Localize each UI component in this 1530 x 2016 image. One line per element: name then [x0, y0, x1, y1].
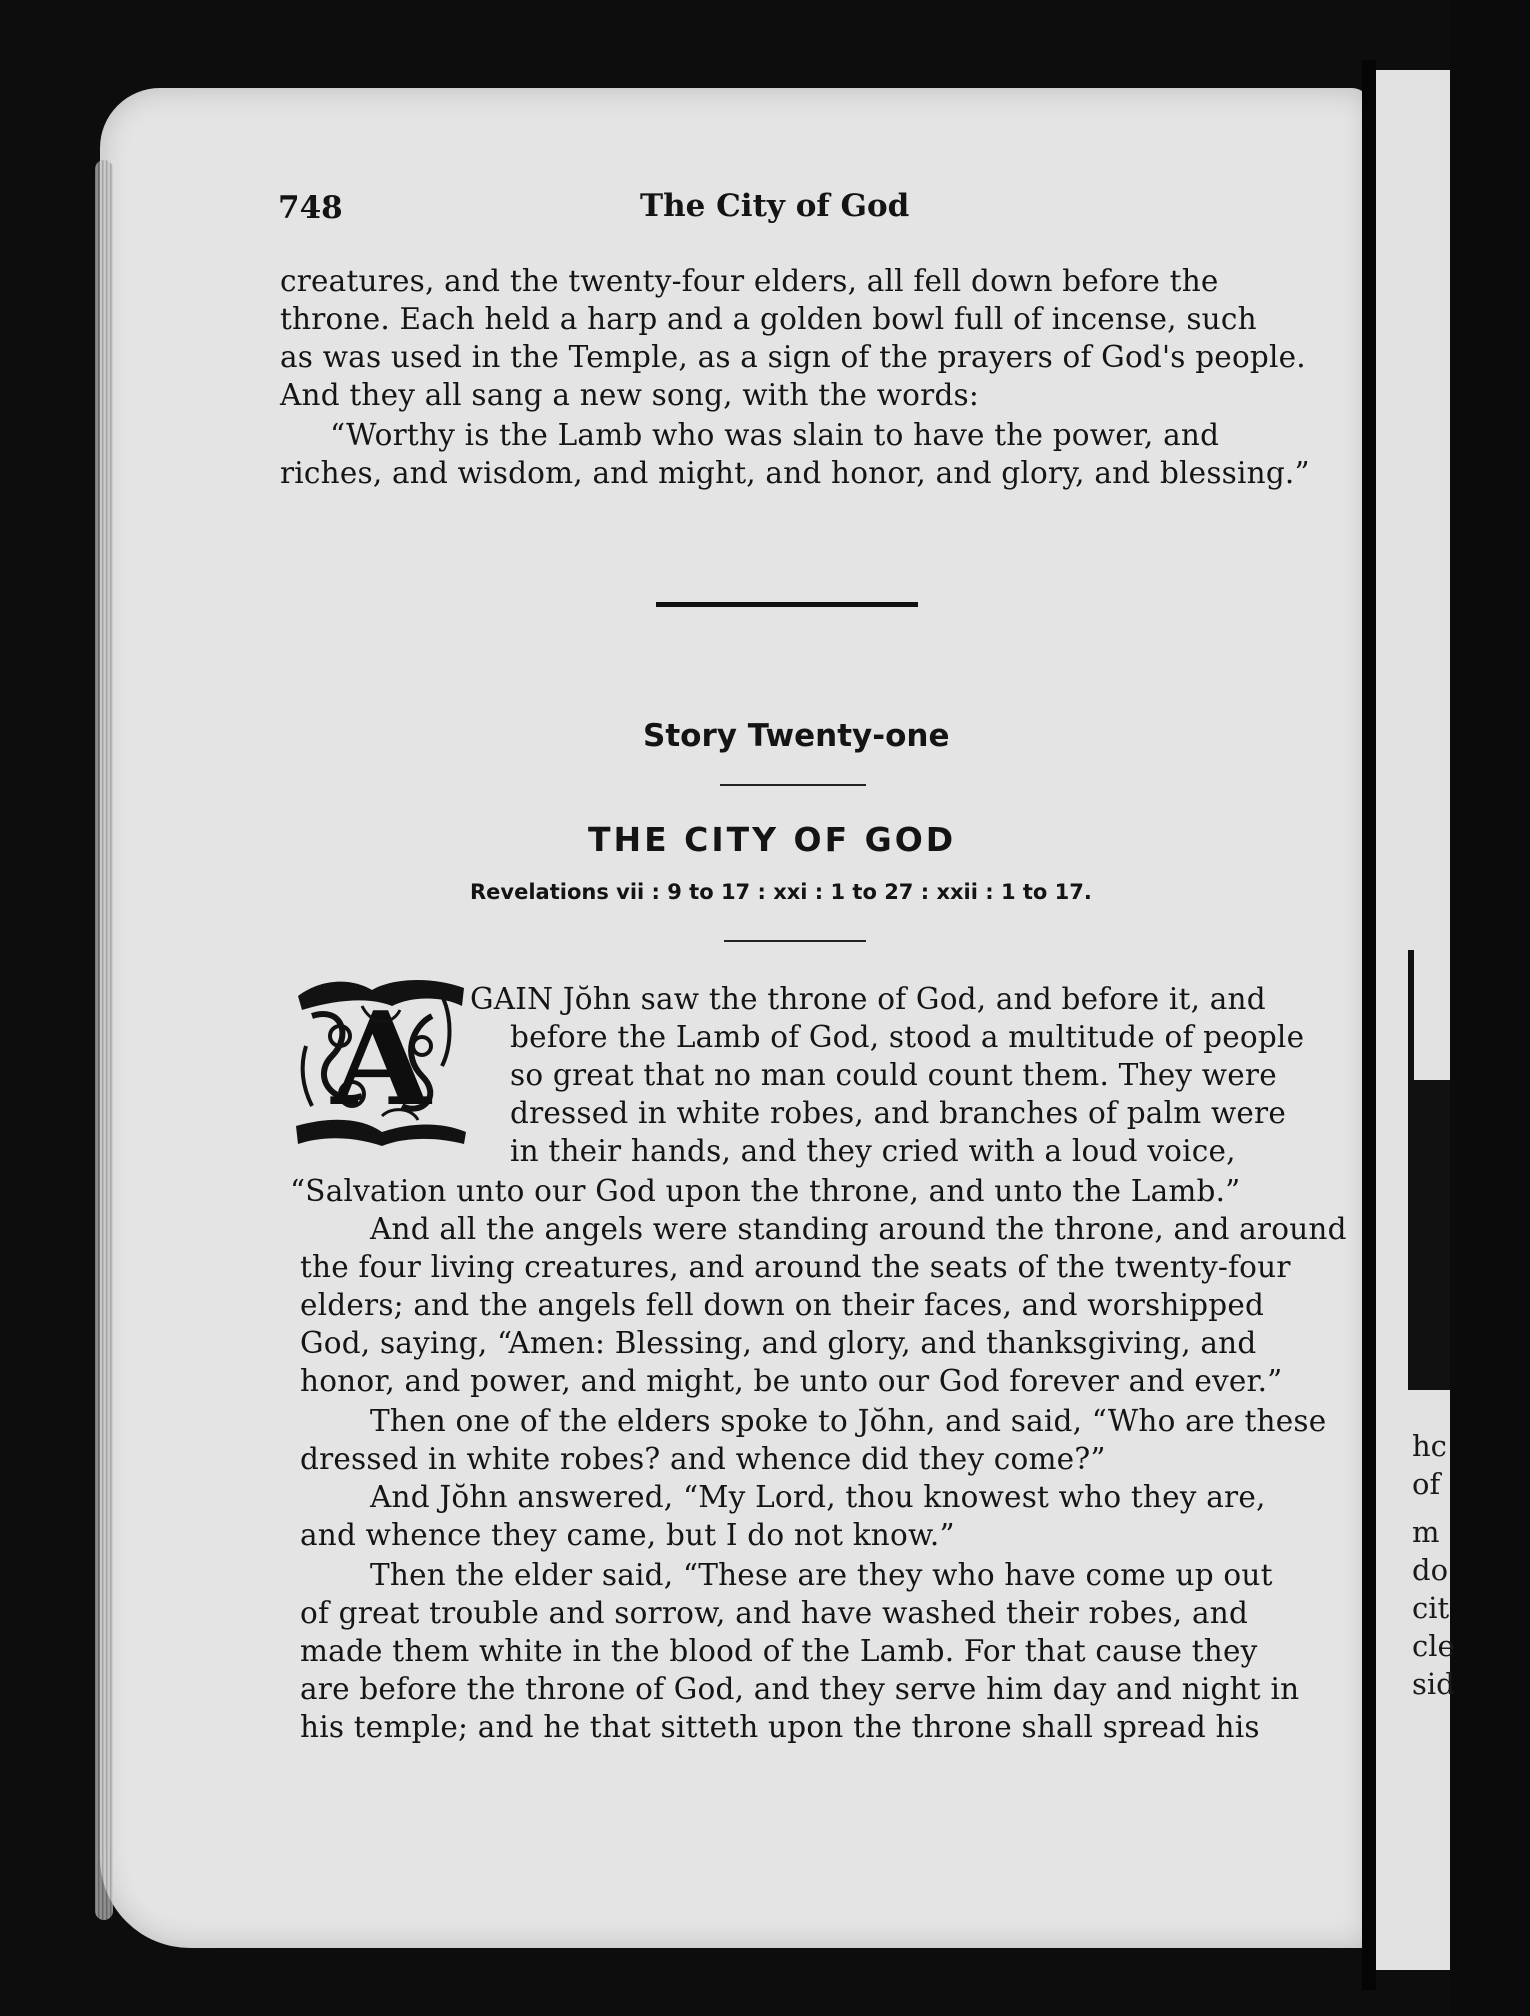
- text-line: elders; and the angels fell down on their faces, and worshipped: [300, 1288, 1265, 1322]
- text-line: as was used in the Temple, as a sign of the prayers of God's people.: [280, 340, 1306, 374]
- text-line: “Worthy is the Lamb who was slain to have the power, and: [330, 418, 1220, 452]
- drop-cap-letter: A: [331, 985, 431, 1135]
- text-line: God, saying, “Amen: Blessing, and glory, and thanksgiving, and: [300, 1326, 1257, 1360]
- facing-fragment: hc: [1412, 1429, 1447, 1463]
- running-head: The City of God: [640, 188, 910, 224]
- section-divider: [656, 602, 918, 607]
- text-line: And all the angels were standing around the throne, and around: [370, 1212, 1347, 1246]
- text-line: the four living creatures, and around the seats of the twenty-four: [300, 1250, 1291, 1284]
- text-line: his temple; and he that sitteth upon the throne shall spread his: [300, 1710, 1260, 1744]
- text-line: of great trouble and sorrow, and have washed their robes, and: [300, 1596, 1249, 1630]
- text-line: in their hands, and they cried with a loud voice,: [510, 1134, 1236, 1168]
- facing-fragment: of: [1412, 1467, 1441, 1501]
- heading-rule: [724, 940, 866, 942]
- text-line: “Salvation unto our God upon the throne, and unto the Lamb.”: [290, 1174, 1241, 1208]
- text-line: Then one of the elders spoke to Jŏhn, and said, “Who are these: [370, 1404, 1327, 1438]
- text-line: dressed in white robes? and whence did they come?”: [300, 1442, 1106, 1476]
- text-line: so great that no man could count them. They were: [510, 1058, 1277, 1092]
- scripture-reference: Revelations vii : 9 to 17 : xxi : 1 to 27 : xxii : 1 to 17.: [470, 880, 1092, 904]
- text-line: Then the elder said, “These are they who have come up out: [370, 1558, 1273, 1592]
- facing-fragment: do: [1412, 1553, 1449, 1587]
- text-line: And Jŏhn answered, “My Lord, thou knowest who they are,: [370, 1480, 1266, 1514]
- page-number: 748: [278, 190, 343, 226]
- facing-fragment: sid: [1412, 1667, 1455, 1701]
- text-line: before the Lamb of God, stood a multitude of people: [510, 1020, 1305, 1054]
- text-line: honor, and power, and might, be unto our God forever and ever.”: [300, 1364, 1283, 1398]
- text-line: GAIN Jŏhn saw the throne of God, and before it, and: [470, 982, 1266, 1016]
- story-title: THE CITY OF GOD: [588, 820, 957, 859]
- text-line: dressed in white robes, and branches of palm were: [510, 1096, 1287, 1130]
- page-edges: [95, 160, 113, 1920]
- ornamental-drop-cap: [292, 976, 470, 1148]
- text-line: are before the throne of God, and they serve him day and night in: [300, 1672, 1300, 1706]
- text-line: And they all sang a new song, with the words:: [280, 378, 980, 412]
- story-number: Story Twenty-one: [643, 718, 950, 754]
- text-line: throne. Each held a harp and a golden bowl full of incense, such: [280, 302, 1257, 336]
- text-line: riches, and wisdom, and might, and honor, and glory, and blessing.”: [280, 456, 1310, 490]
- facing-fragment: m: [1412, 1515, 1440, 1549]
- facing-fragment: cit: [1412, 1591, 1450, 1625]
- text-line: made them white in the blood of the Lamb. For that cause they: [300, 1634, 1258, 1668]
- text-line: creatures, and the twenty-four elders, all fell down before the: [280, 264, 1219, 298]
- drop-cap-ornament-icon: [292, 976, 470, 1148]
- heading-rule: [720, 784, 866, 786]
- text-line: and whence they came, but I do not know.”: [300, 1518, 955, 1552]
- facing-fragment: cle: [1412, 1629, 1455, 1663]
